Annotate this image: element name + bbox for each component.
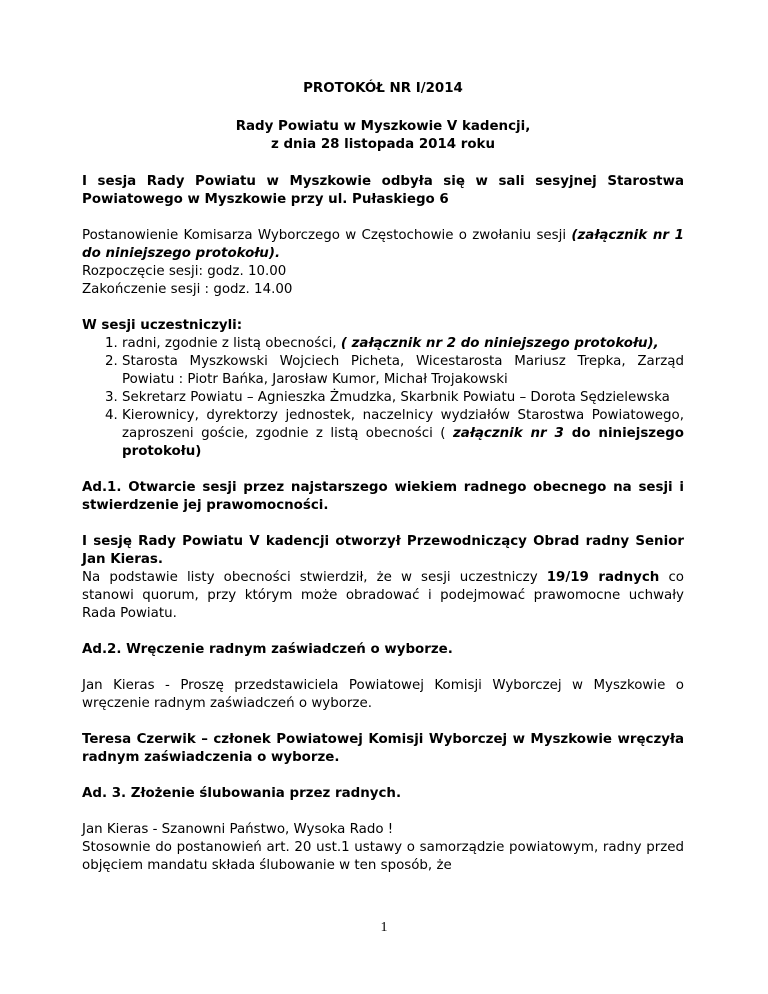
ad2-paragraph: Jan Kieras - Proszę przedstawiciela Powiatowej Komisji Wyborczej w Myszkowie o wręczenie radnym zaświadczeń o wyborze.: [82, 678, 684, 711]
participant-item-text: Starosta Myszkowski Wojciech Picheta, Wicestarosta Mariusz Trepka, Zarząd Powiatu : Piotr Bańka, Jarosław Kumor, Michał Trojakowski: [122, 354, 684, 387]
postanowienie-paragraph: [82, 227, 684, 263]
participant-item: [122, 335, 684, 353]
document-page: [82, 80, 684, 875]
document-subtitle-line2: z dnia 28 listopada 2014 roku: [271, 137, 495, 152]
ad3-line1: Jan Kieras - Szanowni Państwo, Wysoka Rado !: [82, 822, 394, 837]
attachment-1-ref: (załącznik nr 1 do niniejszego protokołu).: [82, 228, 684, 261]
attachment-3-ref: załącznik nr 3: [453, 426, 564, 441]
intro-paragraph: I sesja Rady Powiatu w Myszkowie odbyła się w sali sesyjnej Starostwa Powiatowego w Myszkowie przy ul. Pułaskiego 6: [82, 174, 684, 207]
participants-heading: W sesji uczestniczyli:: [82, 318, 243, 333]
participant-item-text: Kierownicy, dyrektorzy jednostek, naczelnicy wydziałów Starostwa Powiatowego, zaproszeni goście, zgodnie z listą obecności (: [122, 408, 684, 441]
session-end: Zakończenie sesji : godz. 14.00: [82, 282, 293, 297]
document-title: PROTOKÓŁ NR I/2014: [303, 81, 463, 96]
participants-block: [82, 317, 684, 461]
document-subtitle-line1: Rady Powiatu w Myszkowie V kadencji,: [235, 119, 531, 134]
ad3-paragraph: Stosownie do postanowień art. 20 ust.1 ustawy o samorządzie powiatowym, radny przed objęciem mandatu składa ślubowanie w ten sposób, że: [82, 840, 684, 873]
attachment-3-suffix: do niniejszego protokołu): [122, 426, 684, 459]
page-number: 1: [380, 920, 388, 935]
participant-item: [122, 407, 684, 461]
ad2-heading: Ad.2. Wręczenie radnym zaświadczeń o wyborze.: [82, 642, 453, 657]
participant-item-text: Sekretarz Powiatu – Agnieszka Żmudzka, Skarbnik Powiatu – Dorota Sędzielewska: [122, 390, 670, 405]
session-start: Rozpoczęcie sesji: godz. 10.00: [82, 264, 287, 279]
ad3-heading: Ad. 3. Złożenie ślubowania przez radnych.: [82, 786, 402, 801]
ad1-body: [82, 533, 684, 623]
postanowienie-block: [82, 227, 684, 299]
ad1-quorum-paragraph: [82, 569, 684, 623]
participant-item: [122, 353, 684, 389]
participants-list: [82, 335, 684, 461]
ad1-text-before: Na podstawie listy obecności stwierdził, że w sesji uczestniczy: [82, 570, 547, 585]
ad1-opening-paragraph: I sesję Rady Powiatu V kadencji otworzył Przewodniczący Obrad radny Senior Jan Kieras.: [82, 534, 684, 567]
participant-item-text: radni, zgodnie z listą obecności,: [122, 336, 341, 351]
postanowienie-text: Postanowienie Komisarza Wyborczego w Częstochowie o zwołaniu sesji: [82, 228, 567, 243]
ad2-bold-paragraph: Teresa Czerwik – członek Powiatowej Komisji Wyborczej w Myszkowie wręczyła radnym zaświadczenia o wyborze.: [82, 732, 684, 765]
participant-item: [122, 389, 684, 407]
ad1-count: 19/19 radnych: [546, 570, 660, 585]
attachment-2-ref: ( załącznik nr 2 do niniejszego protokołu),: [340, 336, 659, 351]
ad1-heading: Ad.1. Otwarcie sesji przez najstarszego wiekiem radnego obecnego na sesji i stwierdzenie jej prawomocności.: [82, 480, 684, 513]
ad1-text-after: co stanowi quorum, przy którym może obradować i podejmować prawomocne uchwały Rada Powiatu.: [82, 570, 684, 621]
